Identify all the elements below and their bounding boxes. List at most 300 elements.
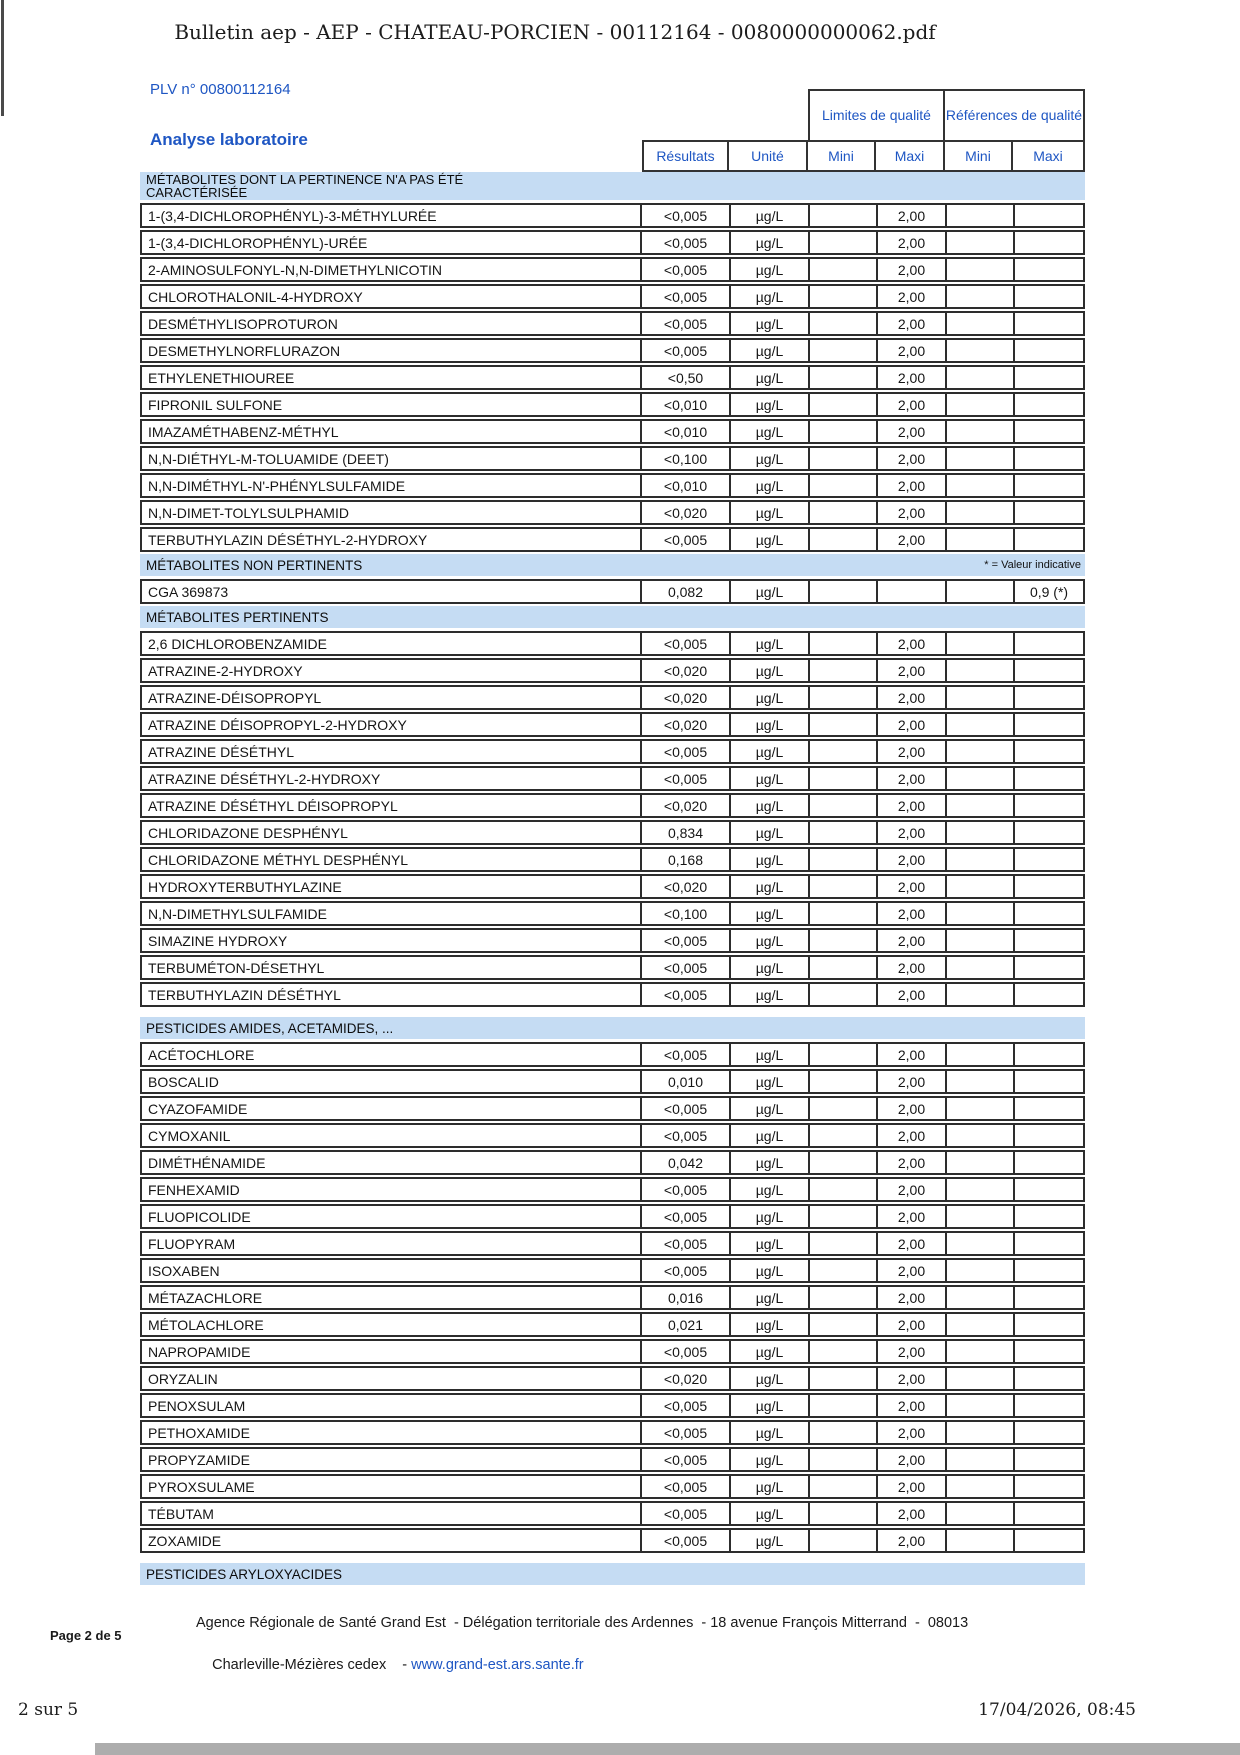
table-column-headers — [642, 140, 1085, 172]
table-row — [140, 1447, 1085, 1472]
unit-value: µg/L — [729, 903, 808, 924]
table-row — [140, 766, 1085, 791]
table-row — [140, 338, 1085, 363]
reference-maxi — [1013, 1125, 1083, 1146]
reference-maxi — [1013, 1071, 1083, 1092]
limit-maxi — [876, 581, 945, 602]
unit-value: µg/L — [729, 581, 808, 602]
limit-maxi: 2,00 — [876, 529, 945, 550]
table-row — [140, 257, 1085, 282]
reference-mini — [945, 1206, 1013, 1227]
table-row — [140, 1177, 1085, 1202]
reference-mini — [945, 205, 1013, 226]
limit-mini — [808, 957, 876, 978]
reference-mini — [945, 1476, 1013, 1497]
reference-maxi — [1013, 849, 1083, 870]
analyte-name: N,N-DIMET-TOLYLSULPHAMID — [148, 504, 349, 521]
reference-maxi — [1013, 421, 1083, 442]
reference-maxi — [1013, 286, 1083, 307]
limit-maxi: 2,00 — [876, 849, 945, 870]
reference-maxi — [1013, 822, 1083, 843]
unit-value: µg/L — [729, 714, 808, 735]
reference-mini — [945, 1071, 1013, 1092]
table-row — [140, 1204, 1085, 1229]
result-value: 0,082 — [640, 581, 729, 602]
column-header-unite: Unité — [729, 140, 808, 172]
reference-mini — [945, 286, 1013, 307]
result-value: <0,005 — [640, 1125, 729, 1146]
table-row — [140, 1258, 1085, 1283]
reference-maxi — [1013, 1260, 1083, 1281]
unit-value: µg/L — [729, 1287, 808, 1308]
table-row — [140, 712, 1085, 737]
unit-value: µg/L — [729, 633, 808, 654]
analyte-name: MÉTOLACHLORE — [148, 1316, 264, 1333]
limit-maxi: 2,00 — [876, 1125, 945, 1146]
limit-mini — [808, 822, 876, 843]
reference-mini — [945, 394, 1013, 415]
analyte-name: 2-AMINOSULFONYL-N,N-DIMETHYLNICOTIN — [148, 261, 443, 278]
reference-maxi — [1013, 1422, 1083, 1443]
table-row — [140, 284, 1085, 309]
unit-value: µg/L — [729, 313, 808, 334]
limit-maxi: 2,00 — [876, 232, 945, 253]
unit-value: µg/L — [729, 741, 808, 762]
limit-mini — [808, 687, 876, 708]
limit-mini — [808, 1260, 876, 1281]
limit-maxi: 2,00 — [876, 1449, 945, 1470]
results-table — [140, 172, 1085, 1588]
result-value: 0,016 — [640, 1287, 729, 1308]
result-value: <0,005 — [640, 286, 729, 307]
reference-maxi — [1013, 205, 1083, 226]
limit-mini — [808, 714, 876, 735]
reference-mini — [945, 232, 1013, 253]
reference-mini — [945, 529, 1013, 550]
analyte-name: FIPRONIL SULFONE — [148, 396, 283, 413]
reference-mini — [945, 259, 1013, 280]
analyte-name: DIMÉTHÉNAMIDE — [148, 1154, 266, 1171]
limit-maxi: 2,00 — [876, 286, 945, 307]
result-value: <0,005 — [640, 957, 729, 978]
result-value: 0,168 — [640, 849, 729, 870]
limit-mini — [808, 529, 876, 550]
limit-mini — [808, 286, 876, 307]
analyte-name: FLUOPYRAM — [148, 1235, 236, 1252]
limit-maxi: 2,00 — [876, 687, 945, 708]
limit-mini — [808, 1368, 876, 1389]
limit-mini — [808, 1530, 876, 1551]
limit-maxi: 2,00 — [876, 1287, 945, 1308]
analyte-name: FLUOPICOLIDE — [148, 1208, 251, 1225]
result-value: <0,005 — [640, 1476, 729, 1497]
limit-mini — [808, 1125, 876, 1146]
table-row — [140, 203, 1085, 228]
unit-value: µg/L — [729, 849, 808, 870]
result-value: <0,020 — [640, 714, 729, 735]
analyte-name: ATRAZINE-DÉISOPROPYL — [148, 689, 322, 706]
table-row — [140, 311, 1085, 336]
section-title: PESTICIDES ARYLOXYACIDES — [146, 1566, 343, 1582]
limit-maxi: 2,00 — [876, 957, 945, 978]
reference-maxi — [1013, 1503, 1083, 1524]
table-row — [140, 1312, 1085, 1337]
reference-mini — [945, 876, 1013, 897]
reference-maxi — [1013, 714, 1083, 735]
analyte-name: PROPYZAMIDE — [148, 1451, 250, 1468]
result-value: 0,834 — [640, 822, 729, 843]
unit-value: µg/L — [729, 1260, 808, 1281]
reference-mini — [945, 714, 1013, 735]
section-header — [140, 1017, 1085, 1039]
reference-mini — [945, 687, 1013, 708]
table-row — [140, 793, 1085, 818]
limit-maxi: 2,00 — [876, 367, 945, 388]
reference-mini — [945, 1449, 1013, 1470]
reference-maxi — [1013, 259, 1083, 280]
analyte-name: N,N-DIMÉTHYL-N'-PHÉNYLSULFAMIDE — [148, 477, 406, 494]
analyte-name: HYDROXYTERBUTHYLAZINE — [148, 878, 342, 895]
analyte-name: IMAZAMÉTHABENZ-MÉTHYL — [148, 423, 339, 440]
unit-value: µg/L — [729, 795, 808, 816]
references-group-header: Références de qualité — [943, 89, 1085, 142]
analyte-name: ATRAZINE DÉSÉTHYL — [148, 743, 294, 760]
limit-maxi: 2,00 — [876, 1179, 945, 1200]
limit-maxi: 2,00 — [876, 633, 945, 654]
result-value: <0,020 — [640, 876, 729, 897]
analyte-name: CHLORIDAZONE MÉTHYL DESPHÉNYL — [148, 851, 409, 868]
reference-mini — [945, 340, 1013, 361]
reference-maxi — [1013, 1233, 1083, 1254]
unit-value: µg/L — [729, 1341, 808, 1362]
analyte-name: CYAZOFAMIDE — [148, 1100, 248, 1117]
table-section — [140, 1017, 1085, 1553]
unit-value: µg/L — [729, 1179, 808, 1200]
limit-mini — [808, 1449, 876, 1470]
unit-value: µg/L — [729, 1476, 808, 1497]
limit-mini — [808, 660, 876, 681]
document-title: Bulletin aep - AEP - CHATEAU-PORCIEN - 00112164 - 0080000000062.pdf — [174, 20, 936, 44]
limit-mini — [808, 930, 876, 951]
reference-maxi — [1013, 529, 1083, 550]
table-row — [140, 820, 1085, 845]
limit-maxi: 2,00 — [876, 340, 945, 361]
reference-mini — [945, 849, 1013, 870]
reference-maxi — [1013, 448, 1083, 469]
limit-mini — [808, 1287, 876, 1308]
analyte-name: TERBUTHYLAZIN DÉSÉTHYL-2-HYDROXY — [148, 531, 428, 548]
limit-mini — [808, 1233, 876, 1254]
table-row — [140, 658, 1085, 683]
limit-maxi: 2,00 — [876, 876, 945, 897]
unit-value: µg/L — [729, 1314, 808, 1335]
reference-mini — [945, 1179, 1013, 1200]
result-value: <0,005 — [640, 1260, 729, 1281]
unit-value: µg/L — [729, 1503, 808, 1524]
limit-mini — [808, 849, 876, 870]
reference-mini — [945, 1422, 1013, 1443]
limit-mini — [808, 1044, 876, 1065]
reference-mini — [945, 1530, 1013, 1551]
reference-maxi — [1013, 232, 1083, 253]
reference-maxi — [1013, 984, 1083, 1005]
table-row — [140, 685, 1085, 710]
unit-value: µg/L — [729, 1233, 808, 1254]
result-value: <0,005 — [640, 930, 729, 951]
reference-maxi — [1013, 502, 1083, 523]
table-row — [140, 365, 1085, 390]
result-value: <0,010 — [640, 394, 729, 415]
unit-value: µg/L — [729, 1125, 808, 1146]
limit-maxi: 2,00 — [876, 421, 945, 442]
reference-mini — [945, 822, 1013, 843]
reference-maxi — [1013, 367, 1083, 388]
unit-value: µg/L — [729, 957, 808, 978]
limites-group-header: Limites de qualité — [808, 89, 945, 142]
analyte-name: CHLOROTHALONIL-4-HYDROXY — [148, 288, 363, 305]
analyte-name: DESMETHYLNORFLURAZON — [148, 342, 341, 359]
analyte-name: TERBUTHYLAZIN DÉSÉTHYL — [148, 986, 341, 1003]
unit-value: µg/L — [729, 259, 808, 280]
reference-mini — [945, 421, 1013, 442]
limit-maxi: 2,00 — [876, 1044, 945, 1065]
table-section — [140, 554, 1085, 604]
analyte-name: PETHOXAMIDE — [148, 1424, 250, 1441]
analyte-name: ATRAZINE DÉISOPROPYL-2-HYDROXY — [148, 716, 407, 733]
limit-maxi: 2,00 — [876, 1341, 945, 1362]
table-section — [140, 172, 1085, 552]
unit-value: µg/L — [729, 1449, 808, 1470]
result-value: <0,005 — [640, 340, 729, 361]
table-row — [140, 1339, 1085, 1364]
table-row — [140, 1501, 1085, 1526]
reference-maxi — [1013, 660, 1083, 681]
table-row — [140, 1069, 1085, 1094]
analyte-name: FENHEXAMID — [148, 1181, 240, 1198]
result-value: <0,005 — [640, 313, 729, 334]
table-row — [140, 1528, 1085, 1553]
result-value: <0,100 — [640, 903, 729, 924]
limit-mini — [808, 1422, 876, 1443]
result-value: <0,005 — [640, 1395, 729, 1416]
reference-mini — [945, 313, 1013, 334]
limit-mini — [808, 903, 876, 924]
limit-mini — [808, 502, 876, 523]
agency-address-line1: Agence Régionale de Santé Grand Est - Délégation territoriale des Ardennes - 18 avenue François Mitterrand - 08013 — [196, 1615, 969, 1631]
column-header-resultats: Résultats — [642, 140, 729, 172]
reference-mini — [945, 903, 1013, 924]
limit-maxi: 2,00 — [876, 313, 945, 334]
reference-mini — [945, 1152, 1013, 1173]
unit-value: µg/L — [729, 660, 808, 681]
table-row — [140, 1420, 1085, 1445]
analyte-name: TERBUMÉTON-DÉSETHYL — [148, 959, 325, 976]
result-value: <0,005 — [640, 633, 729, 654]
result-value: <0,005 — [640, 1422, 729, 1443]
analyte-name: PYROXSULAME — [148, 1478, 255, 1495]
limit-mini — [808, 1503, 876, 1524]
analyte-name: CHLORIDAZONE DESPHÉNYL — [148, 824, 348, 841]
table-row — [140, 473, 1085, 498]
result-value: <0,005 — [640, 1449, 729, 1470]
result-value: <0,005 — [640, 1206, 729, 1227]
reference-maxi — [1013, 1098, 1083, 1119]
analyte-name: ATRAZINE-2-HYDROXY — [148, 662, 303, 679]
limit-maxi: 2,00 — [876, 475, 945, 496]
limit-maxi: 2,00 — [876, 1395, 945, 1416]
limit-maxi: 2,00 — [876, 984, 945, 1005]
limit-maxi: 2,00 — [876, 205, 945, 226]
limit-maxi: 2,00 — [876, 660, 945, 681]
table-row — [140, 739, 1085, 764]
limit-maxi: 2,00 — [876, 822, 945, 843]
result-value: <0,005 — [640, 205, 729, 226]
reference-mini — [945, 581, 1013, 602]
limit-mini — [808, 475, 876, 496]
reference-maxi — [1013, 687, 1083, 708]
column-header-references-maxi: Maxi — [1013, 140, 1085, 172]
result-value: <0,005 — [640, 259, 729, 280]
unit-value: µg/L — [729, 502, 808, 523]
analyte-name: 1-(3,4-DICHLOROPHÉNYL)-URÉE — [148, 234, 368, 251]
reference-mini — [945, 660, 1013, 681]
section-title: PESTICIDES AMIDES, ACETAMIDES, ... — [146, 1020, 394, 1036]
limit-mini — [808, 1152, 876, 1173]
section-title: MÉTABOLITES PERTINENTS — [146, 609, 329, 625]
table-row — [140, 419, 1085, 444]
unit-value: µg/L — [729, 367, 808, 388]
result-value: <0,005 — [640, 1530, 729, 1551]
reference-mini — [945, 1233, 1013, 1254]
reference-mini — [945, 795, 1013, 816]
limit-maxi: 2,00 — [876, 1368, 945, 1389]
table-row — [140, 230, 1085, 255]
reference-maxi — [1013, 1044, 1083, 1065]
reference-maxi: 0,9 (*) — [1013, 581, 1083, 602]
analyte-name: N,N-DIÉTHYL-M-TOLUAMIDE (DEET) — [148, 450, 389, 467]
reference-maxi — [1013, 1395, 1083, 1416]
plv-number: PLV n° 00800112164 — [150, 81, 291, 98]
reference-mini — [945, 1125, 1013, 1146]
reference-maxi — [1013, 475, 1083, 496]
analyte-name: MÉTAZACHLORE — [148, 1289, 263, 1306]
unit-value: µg/L — [729, 1368, 808, 1389]
reference-mini — [945, 633, 1013, 654]
limit-mini — [808, 1071, 876, 1092]
limit-maxi: 2,00 — [876, 714, 945, 735]
reference-maxi — [1013, 1530, 1083, 1551]
result-value: <0,005 — [640, 232, 729, 253]
limit-mini — [808, 741, 876, 762]
reference-maxi — [1013, 1206, 1083, 1227]
analyte-name: BOSCALID — [148, 1073, 219, 1090]
limit-mini — [808, 1395, 876, 1416]
reference-maxi — [1013, 340, 1083, 361]
page-number-label: Page 2 de 5 — [50, 1628, 122, 1643]
limit-maxi: 2,00 — [876, 502, 945, 523]
result-value: <0,020 — [640, 795, 729, 816]
analyte-name: ETHYLENETHIOUREE — [148, 369, 295, 386]
unit-value: µg/L — [729, 1044, 808, 1065]
section-title: MÉTABOLITES DONT LA PERTINENCE N'A PAS ÉTÉ CARACTÉRISÉE — [146, 172, 464, 200]
unit-value: µg/L — [729, 394, 808, 415]
reference-maxi — [1013, 795, 1083, 816]
reference-maxi — [1013, 1476, 1083, 1497]
unit-value: µg/L — [729, 768, 808, 789]
limit-maxi: 2,00 — [876, 1206, 945, 1227]
limit-mini — [808, 1341, 876, 1362]
limit-maxi: 2,00 — [876, 1071, 945, 1092]
limit-maxi: 2,00 — [876, 1422, 945, 1443]
unit-value: µg/L — [729, 340, 808, 361]
unit-value: µg/L — [729, 232, 808, 253]
result-value: <0,010 — [640, 475, 729, 496]
reference-mini — [945, 1044, 1013, 1065]
limit-mini — [808, 448, 876, 469]
section-header — [140, 606, 1085, 628]
table-row — [140, 1285, 1085, 1310]
reference-maxi — [1013, 633, 1083, 654]
limit-maxi: 2,00 — [876, 448, 945, 469]
table-row — [140, 631, 1085, 656]
unit-value: µg/L — [729, 1071, 808, 1092]
limit-mini — [808, 795, 876, 816]
reference-maxi — [1013, 930, 1083, 951]
reference-maxi — [1013, 1449, 1083, 1470]
analyte-name: ZOXAMIDE — [148, 1532, 222, 1549]
section-header — [140, 172, 1085, 200]
limit-maxi: 2,00 — [876, 768, 945, 789]
result-value: <0,005 — [640, 529, 729, 550]
reference-mini — [945, 741, 1013, 762]
table-row — [140, 955, 1085, 980]
agency-address-line2: Charleville-Mézières cedex - — [212, 1657, 412, 1673]
limit-maxi: 2,00 — [876, 259, 945, 280]
limit-maxi: 2,00 — [876, 795, 945, 816]
table-row — [140, 928, 1085, 953]
indicative-note: * = Valeur indicative — [984, 559, 1081, 571]
reference-maxi — [1013, 313, 1083, 334]
reference-maxi — [1013, 1341, 1083, 1362]
analyte-name: CYMOXANIL — [148, 1127, 231, 1144]
result-value: <0,020 — [640, 502, 729, 523]
unit-value: µg/L — [729, 1530, 808, 1551]
analyte-name: DESMÉTHYLISOPROTURON — [148, 315, 338, 332]
analyte-name: ATRAZINE DÉSÉTHYL DÉISOPROPYL — [148, 797, 398, 814]
limit-mini — [808, 768, 876, 789]
limit-mini — [808, 1476, 876, 1497]
ars-website-link[interactable]: www.grand-est.ars.sante.fr — [411, 1657, 584, 1673]
limit-mini — [808, 394, 876, 415]
table-row — [140, 1231, 1085, 1256]
reference-mini — [945, 1098, 1013, 1119]
unit-value: µg/L — [729, 984, 808, 1005]
reference-maxi — [1013, 1314, 1083, 1335]
limit-mini — [808, 581, 876, 602]
analyte-name: CGA 369873 — [148, 583, 229, 600]
reference-maxi — [1013, 1287, 1083, 1308]
reference-maxi — [1013, 1179, 1083, 1200]
reference-maxi — [1013, 876, 1083, 897]
unit-value: µg/L — [729, 930, 808, 951]
unit-value: µg/L — [729, 1422, 808, 1443]
reference-mini — [945, 448, 1013, 469]
limit-mini — [808, 421, 876, 442]
result-value: <0,005 — [640, 1044, 729, 1065]
result-value: <0,100 — [640, 448, 729, 469]
analyte-name: ORYZALIN — [148, 1370, 218, 1387]
reference-maxi — [1013, 957, 1083, 978]
